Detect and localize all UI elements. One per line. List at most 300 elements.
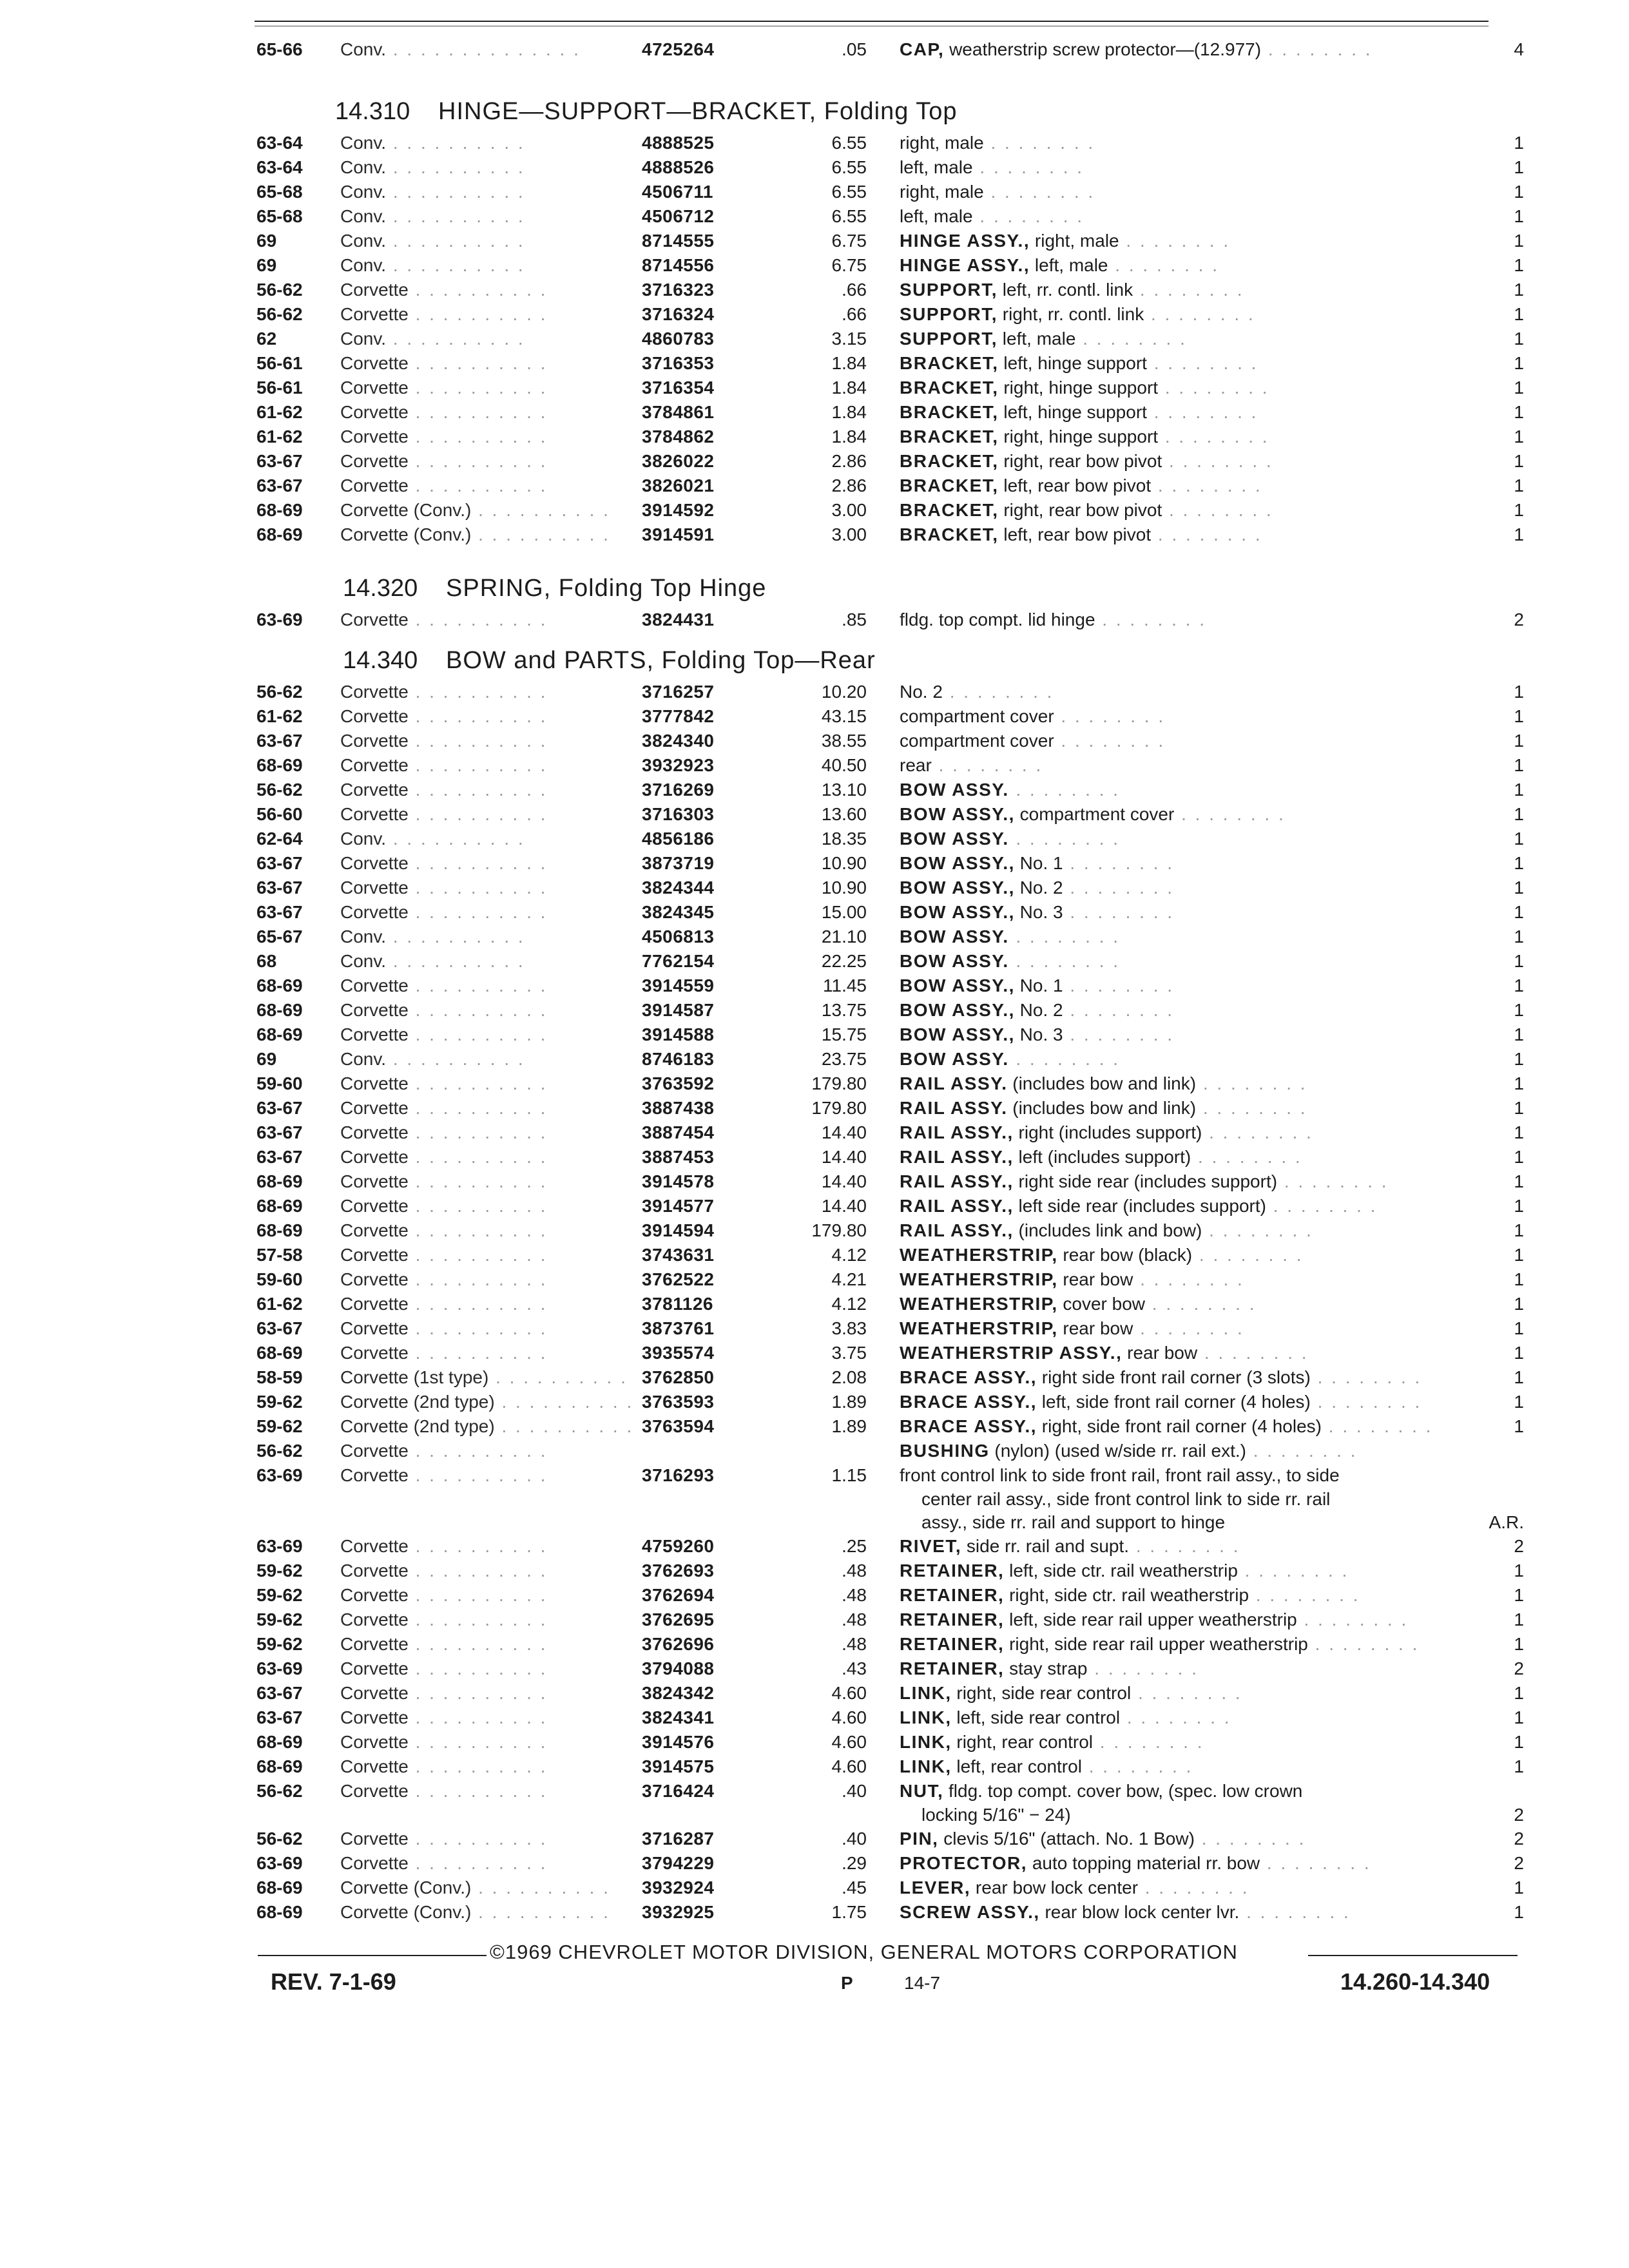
description-text: front control link to side front rail, front rail assy., to side bbox=[900, 1465, 1340, 1485]
price-cell: 3.00 bbox=[831, 524, 867, 544]
description-keyword: WEATHERSTRIP ASSY., bbox=[900, 1343, 1123, 1363]
model-text: Corvette bbox=[340, 878, 409, 898]
description-text: right, rr. contl. link bbox=[998, 304, 1144, 324]
description-text: rear bbox=[900, 755, 932, 775]
leader-dots: . . . . . . . . . . bbox=[386, 231, 525, 251]
leader-dots: . . . . . . . . . . bbox=[408, 682, 548, 702]
leader-dots: . . . . . . . . . . bbox=[408, 975, 548, 995]
table-row bbox=[0, 729, 1629, 753]
quantity-cell: 1 bbox=[1514, 1343, 1524, 1363]
leader-dots: . . . . . . . . . . bbox=[408, 1683, 548, 1703]
leader-dots: . . . . . . . . . . bbox=[408, 1073, 548, 1093]
model-text: Conv. bbox=[340, 829, 387, 849]
description-text: left side rear (includes support) bbox=[1013, 1196, 1266, 1216]
description-cell bbox=[900, 1439, 1357, 1463]
model-text: Corvette (Conv.) bbox=[340, 1878, 472, 1898]
leader-dots: . . . . . . . . bbox=[1093, 1732, 1204, 1752]
part-number-cell: 3935574 bbox=[642, 1343, 715, 1363]
leader-dots: . . . . . . . . bbox=[1108, 255, 1219, 275]
section-range: 14.260-14.340 bbox=[1340, 1968, 1490, 1995]
price-cell: 13.60 bbox=[821, 804, 867, 824]
table-row bbox=[0, 1072, 1629, 1096]
quantity-cell: 1 bbox=[1514, 1294, 1524, 1314]
price-cell: .48 bbox=[842, 1585, 867, 1605]
year-cell: 68-69 bbox=[256, 1343, 303, 1363]
model-text: Corvette bbox=[340, 1269, 409, 1289]
description-text: left, rr. contl. link bbox=[998, 280, 1133, 300]
leader-dots: . . . . . . . . bbox=[1202, 1122, 1313, 1142]
year-cell: 68-69 bbox=[256, 1756, 303, 1776]
table-row bbox=[0, 1194, 1629, 1218]
quantity-cell: 1 bbox=[1514, 1683, 1524, 1703]
model-text: Corvette bbox=[340, 451, 409, 471]
leader-dots: . . . . . . . . . . bbox=[386, 255, 525, 275]
leader-dots: . . . . . . . . bbox=[1174, 804, 1286, 824]
model-cell bbox=[340, 1779, 547, 1803]
part-number-cell: 3873761 bbox=[642, 1318, 715, 1338]
part-number-cell: 3824431 bbox=[642, 610, 715, 629]
description-keyword: PIN, bbox=[900, 1829, 939, 1849]
price-cell: 179.80 bbox=[811, 1073, 867, 1093]
description-keyword: RAIL ASSY., bbox=[900, 1171, 1014, 1191]
leader-dots: . . . . . . . . bbox=[1133, 1269, 1244, 1289]
year-cell: 62-64 bbox=[256, 829, 303, 849]
description-cell bbox=[900, 400, 1258, 425]
year-cell: 63-64 bbox=[256, 133, 303, 153]
year-cell: 59-62 bbox=[256, 1585, 303, 1605]
description-text: (includes bow and link) bbox=[1007, 1073, 1197, 1093]
description-cell bbox=[900, 1365, 1422, 1390]
description-cell: CAP, weatherstrip screw protector—(12.977) . . . . . . . . bbox=[900, 39, 1373, 59]
description-cell bbox=[900, 876, 1174, 900]
description-keyword: HINGE ASSY., bbox=[900, 255, 1030, 275]
model-text: Corvette bbox=[340, 476, 409, 495]
quantity-cell: 1 bbox=[1514, 878, 1524, 898]
table-row bbox=[0, 1706, 1629, 1730]
price-cell: 1.84 bbox=[831, 427, 867, 447]
year-cell: 56-61 bbox=[256, 353, 303, 373]
description-cell bbox=[900, 949, 1120, 974]
part-number-cell: 3932924 bbox=[642, 1878, 715, 1898]
part-number-cell: 3762694 bbox=[642, 1585, 715, 1605]
part-number-cell: 3716293 bbox=[642, 1465, 715, 1485]
model-text: Corvette bbox=[340, 402, 409, 422]
description-keyword: BOW ASSY. bbox=[900, 780, 1009, 800]
model-text: Corvette bbox=[340, 706, 409, 726]
model-cell bbox=[340, 680, 547, 704]
leader-dots: . . . . . . . . . . bbox=[386, 206, 525, 226]
model-cell bbox=[340, 729, 547, 753]
leader-dots: . . . . . . . . . . bbox=[471, 1902, 610, 1922]
table-row bbox=[0, 180, 1629, 204]
year-cell: 63-67 bbox=[256, 476, 303, 495]
description-cell bbox=[900, 1072, 1307, 1096]
quantity-cell: 1 bbox=[1514, 682, 1524, 702]
description-cell bbox=[900, 1608, 1408, 1632]
description-text: rear bow (black) bbox=[1057, 1245, 1193, 1265]
section-title: SPRING, Folding Top Hinge bbox=[446, 575, 767, 602]
model-text: Corvette bbox=[340, 1171, 409, 1191]
part-number-cell: 3887454 bbox=[642, 1122, 715, 1142]
section-heading bbox=[0, 569, 1629, 608]
description-keyword: RAIL ASSY., bbox=[900, 1220, 1014, 1240]
description-text: No. 2 bbox=[1014, 1000, 1063, 1020]
description-cell bbox=[900, 925, 1120, 949]
description-cell bbox=[900, 1023, 1174, 1047]
description-cell bbox=[900, 204, 1084, 229]
table-row bbox=[0, 998, 1629, 1023]
model-text: Corvette bbox=[340, 1073, 409, 1093]
model-cell bbox=[340, 1706, 547, 1730]
description-cell bbox=[900, 1218, 1313, 1243]
description-cell bbox=[900, 498, 1273, 523]
table-row bbox=[0, 1218, 1629, 1243]
leader-dots: . . . . . . . . . . bbox=[408, 1585, 548, 1605]
part-number-cell: 3914575 bbox=[642, 1756, 715, 1776]
leader-dots: . . . . . . . . bbox=[1054, 706, 1166, 726]
leader-dots: . . . . . . . . . . bbox=[408, 1610, 548, 1629]
quantity-cell: 1 bbox=[1514, 1367, 1524, 1387]
year-cell: 69 bbox=[256, 255, 277, 275]
price-cell: .48 bbox=[842, 1634, 867, 1654]
part-number-cell: 8714556 bbox=[642, 255, 715, 275]
description-continuation: assy., side rr. rail and support to hinge bbox=[921, 1512, 1226, 1532]
leader-dots: . . . . . . . . bbox=[972, 206, 1084, 226]
leader-dots: . . . . . . . . bbox=[1008, 780, 1121, 800]
model-text: Conv. bbox=[340, 182, 387, 202]
price-cell: 4.60 bbox=[831, 1732, 867, 1752]
leader-dots: . . . . . . . . bbox=[1260, 1853, 1371, 1873]
table-row bbox=[0, 802, 1629, 827]
table-row bbox=[0, 1023, 1629, 1047]
quantity-cell: 1 bbox=[1514, 1318, 1524, 1338]
description-text: left, rear bow pivot bbox=[998, 476, 1152, 495]
year-cell: 56-62 bbox=[256, 280, 303, 300]
description-keyword: BOW ASSY., bbox=[900, 902, 1015, 922]
part-number-cell: 3914592 bbox=[642, 500, 715, 520]
quantity-cell: 1 bbox=[1514, 1732, 1524, 1752]
leader-dots: . . . . . . . . . . bbox=[408, 610, 548, 629]
leader-dots: . . . . . . . . bbox=[1266, 1196, 1378, 1216]
quantity-cell: 1 bbox=[1514, 951, 1524, 971]
table-row bbox=[0, 753, 1629, 778]
leader-dots: . . . . . . . . . . bbox=[494, 1392, 634, 1412]
year-cell: 59-60 bbox=[256, 1269, 303, 1289]
price-cell: 1.15 bbox=[831, 1465, 867, 1485]
description-keyword: BRACE ASSY., bbox=[900, 1416, 1037, 1436]
price-cell: 6.55 bbox=[831, 133, 867, 153]
model-text: Corvette bbox=[340, 1441, 409, 1461]
description-keyword: LINK, bbox=[900, 1732, 952, 1752]
page-letter: P bbox=[841, 1973, 853, 1993]
year-cell: 63-69 bbox=[256, 1536, 303, 1556]
description-cell bbox=[900, 1681, 1242, 1706]
model-cell bbox=[340, 1608, 547, 1632]
model-text: Corvette bbox=[340, 280, 409, 300]
leader-dots: . . . . . . . . . . bbox=[408, 402, 548, 422]
model-cell bbox=[340, 704, 547, 729]
price-cell: .85 bbox=[842, 610, 867, 629]
model-cell bbox=[340, 1145, 547, 1169]
description-keyword: LINK, bbox=[900, 1707, 952, 1727]
description-keyword: BOW ASSY., bbox=[900, 1024, 1015, 1044]
part-number-cell: 4860783 bbox=[642, 329, 715, 349]
quantity-cell: 1 bbox=[1514, 353, 1524, 373]
description-keyword: RETAINER, bbox=[900, 1561, 1005, 1581]
leader-dots: . . . . . . . . . . bbox=[408, 1294, 548, 1314]
quantity-cell: 1 bbox=[1514, 1902, 1524, 1922]
part-number-cell: 3716323 bbox=[642, 280, 715, 300]
year-cell: 65-68 bbox=[256, 182, 303, 202]
section-title: BOW and PARTS, Folding Top—Rear bbox=[446, 647, 876, 674]
year-cell: 68 bbox=[256, 951, 277, 971]
part-number-cell: 4506813 bbox=[642, 927, 715, 947]
model-text: Corvette bbox=[340, 1585, 409, 1605]
model-text: Corvette bbox=[340, 1318, 409, 1338]
description-cell bbox=[900, 1779, 1302, 1803]
leader-dots: . . . . . . . . bbox=[1008, 829, 1121, 849]
leader-dots: . . . . . . . . bbox=[1008, 927, 1121, 947]
description-keyword: WEATHERSTRIP, bbox=[900, 1245, 1058, 1265]
description-cell bbox=[900, 1096, 1307, 1120]
price-cell: 13.75 bbox=[821, 1000, 867, 1020]
description-keyword: BOW ASSY. bbox=[900, 829, 1009, 849]
quantity-cell: 1 bbox=[1514, 1147, 1524, 1167]
description-keyword: RETAINER, bbox=[900, 1585, 1005, 1605]
part-number-cell: 3763592 bbox=[642, 1073, 715, 1093]
year-cell: 59-60 bbox=[256, 1073, 303, 1093]
leader-dots: . . . . . . . . bbox=[1246, 1441, 1358, 1461]
leader-dots: . . . . . . . . bbox=[1196, 1073, 1307, 1093]
table-row bbox=[0, 351, 1629, 376]
price-cell: .45 bbox=[842, 1878, 867, 1898]
description-text: left, rear control bbox=[951, 1756, 1082, 1776]
section-heading bbox=[0, 641, 1629, 680]
part-number-cell: 3716424 bbox=[642, 1781, 715, 1801]
description-cell bbox=[900, 704, 1165, 729]
model-cell bbox=[340, 400, 547, 425]
quantity-cell: 1 bbox=[1514, 1878, 1524, 1898]
leader-dots: . . . . . . . . bbox=[942, 682, 1054, 702]
footer-rule-left bbox=[258, 1955, 487, 1956]
table-row bbox=[0, 278, 1629, 302]
description-cell bbox=[900, 778, 1120, 802]
model-text: Corvette bbox=[340, 378, 409, 398]
table-row bbox=[0, 1414, 1629, 1439]
leader-dots: . . . . . . . . . . bbox=[488, 1367, 628, 1387]
table-row bbox=[0, 949, 1629, 974]
leader-dots: . . . . . . . . bbox=[1197, 1343, 1309, 1363]
model-text: Corvette bbox=[340, 682, 409, 702]
year-cell: 63-67 bbox=[256, 1098, 303, 1118]
leader-dots: . . . . . . . . . . bbox=[408, 476, 548, 495]
year-cell: 56-61 bbox=[256, 378, 303, 398]
description-keyword: BOW ASSY., bbox=[900, 853, 1015, 873]
year-cell: 63-67 bbox=[256, 1147, 303, 1167]
leader-dots: . . . . . . . . . . bbox=[386, 951, 525, 971]
leader-dots: . . . . . . . . . . bbox=[408, 1634, 548, 1654]
description-text: left, side ctr. rail weatherstrip bbox=[1004, 1561, 1238, 1581]
description-cell bbox=[900, 1169, 1389, 1194]
year-cell: 68-69 bbox=[256, 500, 303, 520]
model-cell bbox=[340, 1534, 547, 1559]
quantity-cell: 1 bbox=[1514, 780, 1524, 800]
leader-dots: . . . . . . . . bbox=[972, 157, 1084, 177]
table-row bbox=[0, 1096, 1629, 1120]
leader-dots: . . . . . . . . . . bbox=[408, 1756, 548, 1776]
model-cell bbox=[340, 253, 525, 278]
description-text: right, rear control bbox=[951, 1732, 1094, 1752]
price-cell: .48 bbox=[842, 1610, 867, 1629]
part-number-cell: 3784861 bbox=[642, 402, 715, 422]
price-cell: 6.55 bbox=[831, 182, 867, 202]
price-cell: 4.12 bbox=[831, 1245, 867, 1265]
description-keyword: BOW ASSY., bbox=[900, 878, 1015, 898]
part-number-cell: 3762850 bbox=[642, 1367, 715, 1387]
quantity-cell: 2 bbox=[1514, 610, 1524, 629]
model-text: Conv. bbox=[340, 133, 387, 153]
leader-dots: . . . . . . . . . . bbox=[408, 1343, 548, 1363]
description-keyword: BRACKET, bbox=[900, 476, 999, 495]
part-number-cell: 4759260 bbox=[642, 1536, 715, 1556]
leader-dots: . . . . . . . . bbox=[983, 133, 1095, 153]
leader-dots: . . . . . . . . bbox=[1075, 329, 1187, 349]
description-text: rear blow lock center lvr. bbox=[1039, 1902, 1240, 1922]
table-row bbox=[0, 1341, 1629, 1365]
leader-dots: . . . . . . . . bbox=[1008, 951, 1121, 971]
description-keyword: BOW ASSY. bbox=[900, 927, 1009, 947]
price-cell: .29 bbox=[842, 1853, 867, 1873]
part-number-cell: 3784862 bbox=[642, 427, 715, 447]
quantity-cell: 1 bbox=[1514, 1707, 1524, 1727]
leader-dots: . . . . . . . . . . bbox=[408, 1658, 548, 1678]
year-cell: 62 bbox=[256, 329, 277, 349]
description-cell bbox=[900, 802, 1286, 827]
description-keyword: BRACE ASSY., bbox=[900, 1367, 1037, 1387]
quantity-cell: 1 bbox=[1514, 133, 1524, 153]
model-cell bbox=[340, 1730, 547, 1754]
quantity-cell: 2 bbox=[1514, 1536, 1524, 1556]
model-cell bbox=[340, 278, 547, 302]
year-cell: 68-69 bbox=[256, 1024, 303, 1044]
description-text: left, side rear control bbox=[951, 1707, 1121, 1727]
price-cell: .05 bbox=[842, 39, 867, 59]
model-cell bbox=[340, 180, 525, 204]
description-text: right side rear (includes support) bbox=[1013, 1171, 1278, 1191]
leader-dots: . . . . . . . . bbox=[1158, 427, 1269, 447]
quantity-cell: 1 bbox=[1514, 1610, 1524, 1629]
part-number-cell: 8714555 bbox=[642, 231, 715, 251]
leader-dots: . . . . . . . . . . bbox=[408, 1732, 548, 1752]
model-cell bbox=[340, 1681, 547, 1706]
part-number-cell: 3716257 bbox=[642, 682, 715, 702]
part-number-cell: 3824341 bbox=[642, 1707, 715, 1727]
year-cell: 68-69 bbox=[256, 1171, 303, 1191]
model-cell bbox=[340, 131, 525, 155]
model-text: Corvette bbox=[340, 902, 409, 922]
table-row bbox=[0, 1779, 1629, 1803]
description-cell bbox=[900, 1243, 1304, 1267]
part-number-cell: 3777842 bbox=[642, 706, 715, 726]
model-text: Corvette bbox=[340, 1196, 409, 1216]
description-continuation-row bbox=[0, 1803, 1629, 1827]
model-text: Corvette bbox=[340, 1465, 409, 1485]
page-number: 14-7 bbox=[904, 1973, 941, 1993]
description-cell bbox=[900, 1876, 1249, 1900]
leader-dots: . . . . . . . . . . bbox=[386, 829, 525, 849]
leader-dots: . . . . . . . . bbox=[1310, 1392, 1422, 1412]
model-cell bbox=[340, 949, 525, 974]
leader-dots: . . . . . . . . bbox=[1063, 902, 1175, 922]
model-cell bbox=[340, 204, 525, 229]
description-continuation-row bbox=[0, 1488, 1629, 1511]
year-cell: 68-69 bbox=[256, 1220, 303, 1240]
part-number-cell: 3887438 bbox=[642, 1098, 715, 1118]
table-row bbox=[0, 425, 1629, 449]
model-text: Conv. bbox=[340, 157, 387, 177]
leader-dots: . . . . . . . . . . bbox=[408, 1147, 548, 1167]
price-cell: 4.60 bbox=[831, 1756, 867, 1776]
table-row bbox=[0, 1632, 1629, 1657]
table-row bbox=[0, 1559, 1629, 1583]
table-row bbox=[0, 449, 1629, 474]
description-cell bbox=[900, 1341, 1309, 1365]
description-text: right, hinge support bbox=[998, 427, 1159, 447]
description-text: right, rear bow pivot bbox=[998, 500, 1162, 520]
model-cell bbox=[340, 1900, 610, 1925]
year-cell: 56-62 bbox=[256, 1441, 303, 1461]
table-row bbox=[0, 1316, 1629, 1341]
price-cell: 13.10 bbox=[821, 780, 867, 800]
table-row bbox=[0, 680, 1629, 704]
year-cell: 68-69 bbox=[256, 975, 303, 995]
model-cell bbox=[340, 1341, 547, 1365]
model-cell bbox=[340, 753, 547, 778]
leader-dots: . . . . . . . . . . bbox=[408, 353, 548, 373]
description-cell bbox=[900, 425, 1269, 449]
model-text: Corvette bbox=[340, 1853, 409, 1873]
table-row bbox=[0, 1365, 1629, 1390]
part-number-cell: 3743631 bbox=[642, 1245, 715, 1265]
part-number-cell: 3824345 bbox=[642, 902, 715, 922]
description-text: cover bow bbox=[1057, 1294, 1145, 1314]
description-cell bbox=[900, 180, 1095, 204]
leader-dots: . . . . . . . . bbox=[931, 755, 1043, 775]
description-text: right side front rail corner (3 slots) bbox=[1037, 1367, 1311, 1387]
model-text: Corvette (Conv.) bbox=[340, 524, 472, 544]
model-text: Corvette bbox=[340, 1294, 409, 1314]
model-text: Corvette bbox=[340, 1829, 409, 1849]
leader-dots: . . . . . . . . bbox=[1129, 1536, 1240, 1556]
quantity-cell: 1 bbox=[1514, 182, 1524, 202]
table-row bbox=[0, 523, 1629, 547]
price-cell: 14.40 bbox=[821, 1196, 867, 1216]
leader-dots: . . . . . . . . bbox=[1162, 451, 1273, 471]
table-row bbox=[0, 1120, 1629, 1145]
year-cell: 63-67 bbox=[256, 451, 303, 471]
part-number-cell: 3914587 bbox=[642, 1000, 715, 1020]
leader-dots: . . . . . . . . bbox=[1063, 853, 1175, 873]
description-cell bbox=[900, 376, 1269, 400]
leader-dots: . . . . . . . . . . bbox=[408, 902, 548, 922]
leader-dots: . . . . . . . . bbox=[1162, 500, 1273, 520]
section-number: 14.310 bbox=[335, 98, 410, 125]
table-row bbox=[0, 1292, 1629, 1316]
description-cell bbox=[900, 327, 1187, 351]
description-keyword: BRACKET, bbox=[900, 451, 999, 471]
description-keyword: WEATHERSTRIP, bbox=[900, 1294, 1058, 1314]
leader-dots: . . . . . . . . bbox=[1087, 1658, 1199, 1678]
